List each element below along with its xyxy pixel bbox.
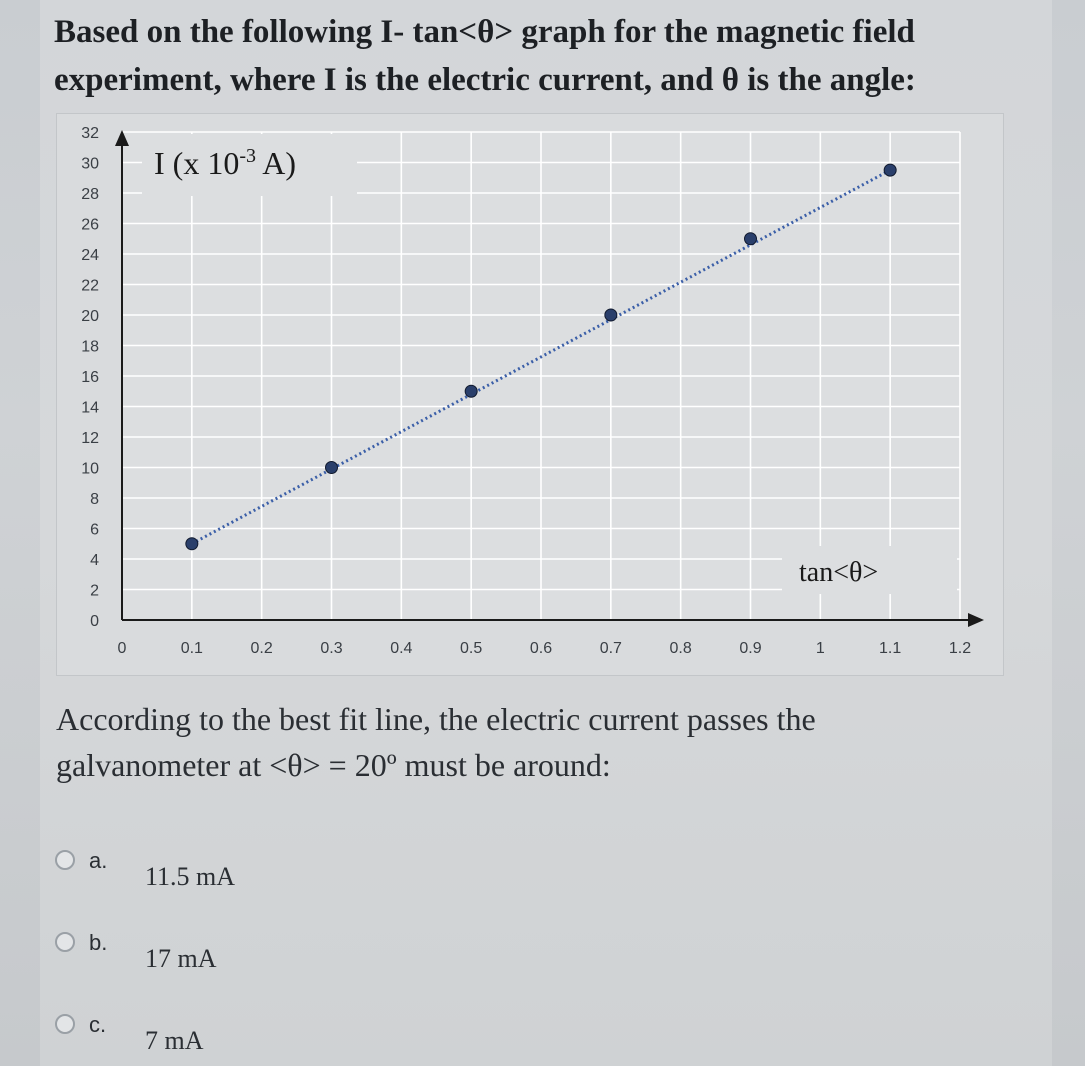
radio-b[interactable] — [55, 932, 75, 952]
x-tick-label: 0 — [117, 640, 127, 657]
y-tick-label: 16 — [81, 369, 99, 386]
x-tick-label: 0.3 — [320, 640, 343, 657]
y-tick-label: 12 — [81, 430, 99, 447]
y-tick-label: 2 — [90, 582, 99, 600]
y-tick-label: 20 — [81, 308, 99, 325]
y-tick-label: 22 — [81, 277, 99, 295]
y-tick-label: 0 — [90, 613, 99, 630]
x-tick-label: 0.7 — [599, 640, 622, 657]
option-c-text: 7 mA — [145, 1026, 204, 1055]
x-tick-label: 0.2 — [250, 640, 273, 657]
y-tick-label: 30 — [81, 155, 99, 173]
x-axis-title: tan<θ> — [799, 557, 879, 588]
y-tick-label: 4 — [90, 552, 99, 569]
prompt-text: According to the best fit line, the electric current passes the galvanometer at <θ> = 20º must be around: — [56, 701, 816, 783]
x-tick-label: 1.2 — [948, 640, 972, 657]
chart-container — [56, 113, 1004, 676]
y-tick-label: 26 — [81, 216, 99, 234]
option-b-letter: b. — [89, 930, 108, 955]
y-tick-label: 28 — [81, 186, 99, 203]
x-axis-arrow — [968, 613, 984, 627]
data-point — [326, 462, 338, 474]
x-tick-label: 0.1 — [180, 640, 203, 657]
x-tick-label: 1.1 — [879, 640, 902, 657]
data-point — [605, 309, 617, 321]
data-point — [884, 164, 896, 176]
y-tick-label: 8 — [90, 491, 99, 508]
y-tick-label: 10 — [81, 460, 99, 478]
i-tan-theta-chart — [57, 114, 1005, 677]
option-b[interactable] — [55, 930, 217, 974]
y-axis-title: I (x $10^{-3}$ A) — [154, 145, 296, 181]
y-tick-label: 24 — [81, 247, 99, 264]
radio-a[interactable] — [55, 850, 75, 870]
x-tick-label: 0.6 — [529, 640, 553, 657]
y-tick-label: 32 — [81, 125, 99, 142]
data-point — [745, 233, 757, 245]
y-tick-label: 14 — [81, 399, 99, 417]
option-a[interactable] — [55, 848, 235, 892]
y-tick-label: 6 — [90, 521, 99, 539]
option-a-text: 11.5 mA — [145, 862, 236, 891]
data-point — [465, 385, 477, 397]
radio-c[interactable] — [55, 1014, 75, 1034]
option-a-letter: a. — [89, 848, 108, 873]
y-tick-label: 18 — [81, 338, 99, 356]
option-b-text: 17 mA — [145, 944, 217, 973]
option-c[interactable] — [55, 1012, 204, 1056]
x-tick-label: 0.8 — [669, 640, 692, 657]
x-tick-label: 0.5 — [460, 640, 483, 657]
data-point — [186, 538, 198, 550]
x-tick-label: 0.4 — [390, 640, 413, 657]
x-tick-label: 0.9 — [739, 640, 762, 657]
x-tick-label: 1 — [815, 640, 825, 657]
question-text: Based on the following I- tan<θ> graph for the magnetic field experiment, where I is the electric current, and θ is the angle: — [54, 14, 916, 98]
option-c-letter: c. — [89, 1012, 107, 1037]
